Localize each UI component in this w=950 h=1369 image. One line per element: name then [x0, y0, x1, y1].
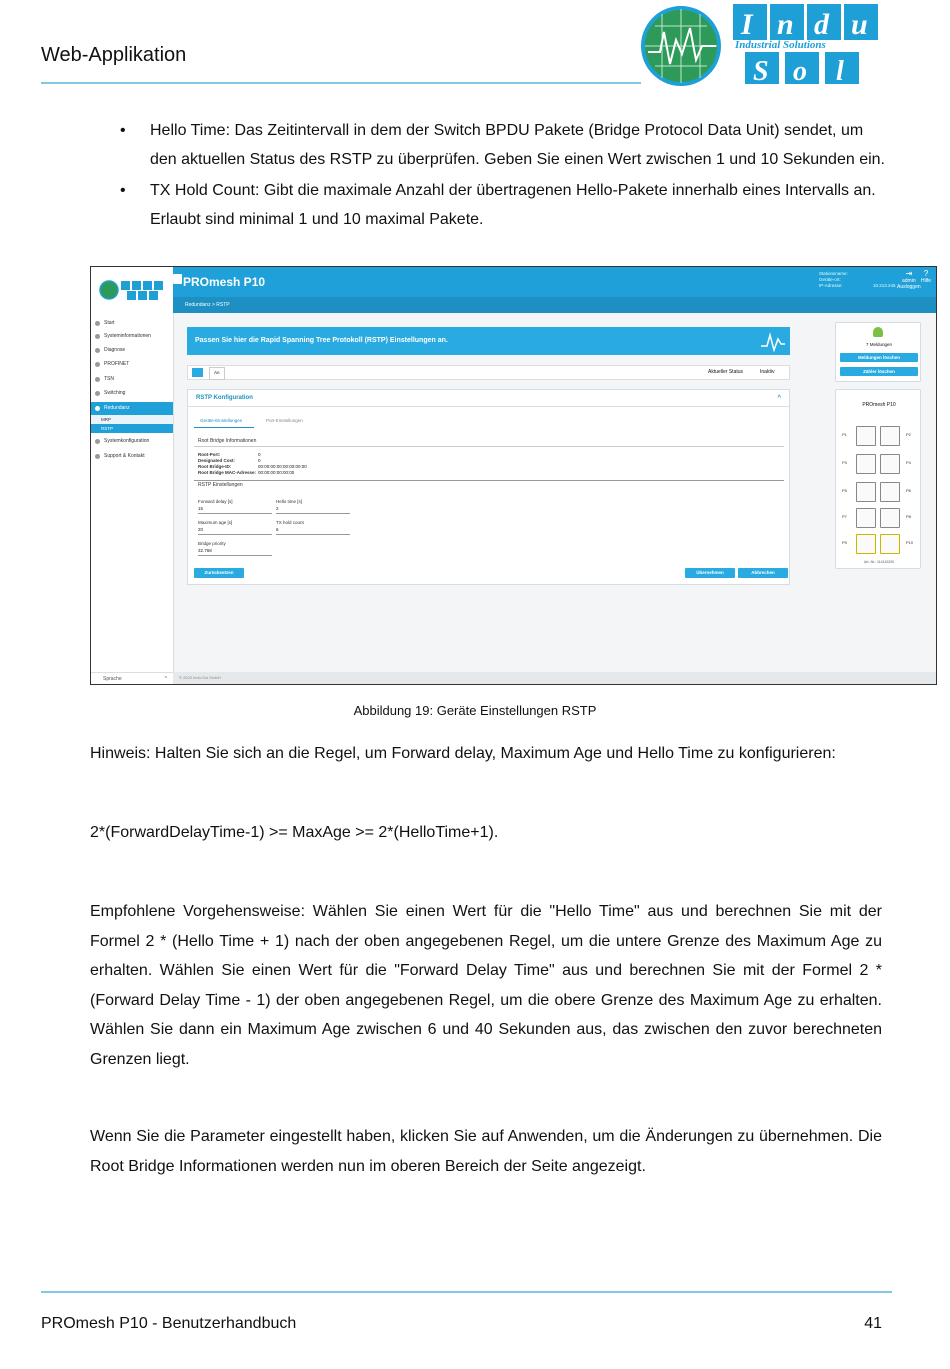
max-age-field[interactable]: 20: [198, 527, 204, 532]
messages-count: 7 Meldungen: [865, 342, 893, 347]
tab-geraete-einstellungen[interactable]: Geräte-Einstellungen: [200, 418, 243, 423]
app-title: PROmesh P10: [183, 275, 266, 289]
info-icon: [95, 334, 100, 339]
paragraph-formula: 2*(ForwardDelayTime-1) >= MaxAge >= 2*(HelloTime+1).: [90, 824, 499, 841]
svg-text:o: o: [793, 56, 807, 86]
home-icon: [95, 321, 100, 326]
sidebar-sub-mrp[interactable]: MRP: [91, 415, 173, 424]
page-header-title: Web-Applikation: [41, 44, 187, 66]
bullet-tx-hold-count: • TX Hold Count: Gibt die maximale Anzahl der übertragenen Hello-Pakete innerhalb eines Intervalls an. Erlaubt sind minimal 1 und 10 maximal Pakete.: [120, 182, 876, 228]
station-info: Stationsname: Geräte-ort: IP-Adresse:: [819, 271, 848, 288]
logout-icon: ⇥: [905, 269, 913, 278]
port-p9[interactable]: [856, 534, 876, 554]
info-banner: Passen Sie hier die Rapid Spanning Tree Protokoll (RSTP) Einstellungen an.: [187, 327, 790, 355]
header-divider: [41, 82, 641, 84]
paragraph-apply: Wenn Sie die Parameter eingestellt haben, klicken Sie auf Anwenden, um die Änderungen zu übernehmen. Die Root Bridge Informationen werden nun im oberen Bereich der Seite angezeigt.: [90, 1128, 882, 1175]
app-footer: © 2020 Indu-Sol GmbH: [173, 672, 936, 684]
bullet-list: [120, 116, 890, 236]
messages-panel: [835, 322, 921, 382]
chevron-up-icon: ^: [777, 395, 781, 401]
article-number: Art.-Nr.: 114110200: [863, 560, 895, 564]
rstp-config-card: RSTP Konfiguration ^ Geräte-Einstellungen Port-Einstellungen Root Bridge Informationen Root-Port: 0 Designated Cost: 0 Root Bridge-ID: 00:00:00:00:00:00:00:00 Root Bridge MAC-Adresse: 00:00:00:00:00:00 RSTP Einstellungen Forward delay [s] 15 Hello time [s] 2 Maximum age [s] 20 TX hold count 6 Bridge priority 32.768 Zurücksetzen Übernehmen Abbrechen: [187, 389, 790, 585]
page-number: 41: [864, 1315, 882, 1332]
device-icon: [173, 274, 182, 284]
svg-text:d: d: [814, 8, 829, 41]
svg-text:Industrial Solutions: Industrial Solutions: [735, 39, 826, 51]
breadcrumb[interactable]: Redundanz > RSTP: [173, 297, 936, 313]
logout-button[interactable]: ⇥ admin Ausloggen: [897, 269, 921, 290]
svg-text:l: l: [836, 56, 844, 86]
reset-button[interactable]: Zurücksetzen: [194, 568, 244, 578]
footer-manual-title: PROmesh P10 - Benutzerhandbuch: [41, 1315, 297, 1332]
rstp-toggle[interactable]: [192, 368, 203, 377]
figure-caption: Abbildung 19: Geräte Einstellungen RSTP: [353, 703, 597, 718]
sidebar-item-tsn[interactable]: TSN: [91, 373, 173, 386]
cancel-button[interactable]: Abbrechen: [738, 568, 788, 578]
bullet-text: Hello Time: Das Zeitintervall in dem der Switch BPDU Pakete (Bridge Protocol Data Unit) sendet, um den aktuellen Status des RSTP zu überprüfen. Geben Sie einen Wert zwischen 1 und 10 Sekunden ein.: [150, 122, 885, 168]
svg-text:S: S: [753, 56, 769, 86]
eye-icon: [95, 406, 100, 411]
status-value: Inaktiv: [760, 369, 775, 375]
paragraph-recommendation: Empfohlene Vorgehensweise: Wählen Sie einen Wert für die "Hello Time" aus und berechnen Sie mit der Formel 2 * (Hello Time + 1) nach der oben angegebenen Regel, um die untere Grenze des Maximum Age zu erhalten. Wählen Sie einen Wert für die "Forward Delay Time" aus und berechnen Sie mit der Formel 2 * (Forward Delay Time - 1) der oben angegebenen Regel, um die obere Grenze des Maximum Age zu erhalten. Wählen Sie dann ein Maximum Age zwischen 6 und 40 Sekunden aus, das zwischen den zuvor berechneten Grenzen liegt.: [90, 903, 882, 1068]
hello-time-field[interactable]: 2: [276, 506, 279, 511]
sidebar-item-systemkonfiguration[interactable]: Systemkonfiguration: [91, 435, 173, 448]
bullet-text: TX Hold Count: Gibt die maximale Anzahl der übertragenen Hello-Pakete innerhalb eines Intervalls an. Erlaubt sind minimal 1 und 10 maximal Pakete.: [150, 182, 876, 228]
port-p8[interactable]: [880, 508, 900, 528]
tab-port-einstellungen[interactable]: Port-Einstellungen: [266, 418, 303, 423]
switch-icon: [95, 391, 100, 396]
port-p3[interactable]: [856, 454, 876, 474]
sidebar-sub-rstp[interactable]: RSTP: [91, 424, 173, 433]
ip-address: 10.213.245: [873, 283, 896, 288]
indu-sol-logo: [640, 2, 900, 86]
sidebar-item-systeminfo[interactable]: Systeminformationen: [91, 330, 173, 343]
clear-counters-button[interactable]: Zähler löschen: [840, 367, 918, 376]
rstp-settings-title: RSTP Einstellungen: [198, 482, 243, 488]
app-topbar: [173, 267, 936, 297]
port-p6[interactable]: [880, 482, 900, 502]
paragraph-hint: Hinweis: Halten Sie sich an die Regel, um Forward delay, Maximum Age und Hello Time zu konfigurieren:: [90, 745, 836, 762]
port-p4[interactable]: [880, 454, 900, 474]
gear-icon: [95, 439, 100, 444]
help-button[interactable]: ? Hilfe: [921, 269, 932, 284]
device-panel: PROmesh P10 P1 P2 P3 P4 P5 P6 P7 P8 P9 P10 Art.-Nr.: 114110200: [835, 389, 921, 569]
chevron-up-icon: ^: [164, 676, 167, 682]
sidebar-item-diagnose[interactable]: Diagnose: [91, 344, 173, 357]
sidebar-item-support[interactable]: Support & Kontakt: [91, 450, 173, 463]
bullet-hello-time: • Hello Time: Das Zeitintervall in dem der Switch BPDU Pakete (Bridge Protocol Data Unit) sendet, um den aktuellen Status des RSTP zu überprüfen. Geben Sie einen Wert zwischen 1 und 10 Sekunden ein.: [120, 122, 885, 168]
svg-text:I: I: [741, 8, 753, 41]
apply-button[interactable]: Übernehmen: [685, 568, 735, 578]
root-bridge-title: Root Bridge Informationen: [198, 438, 257, 444]
language-selector[interactable]: Sprache ^: [91, 672, 173, 684]
svg-text:u: u: [851, 8, 868, 41]
toggle-label: An: [209, 367, 225, 380]
sidebar-item-start[interactable]: Start: [91, 317, 173, 330]
bell-icon: [873, 327, 883, 337]
clear-messages-button[interactable]: Meldungen löschen: [840, 353, 918, 362]
port-p5[interactable]: [856, 482, 876, 502]
network-icon: [95, 362, 100, 367]
diagnose-icon: [95, 348, 100, 353]
app-sidebar: [91, 267, 174, 684]
port-p7[interactable]: [856, 508, 876, 528]
rstp-toggle-bar: [187, 365, 790, 380]
footer-divider: [41, 1291, 892, 1293]
banner-wave-icon: [760, 330, 786, 352]
tx-hold-count-field[interactable]: 6: [276, 527, 279, 532]
port-p2[interactable]: [880, 426, 900, 446]
bridge-priority-field[interactable]: 32.768: [198, 548, 212, 553]
port-p10[interactable]: [880, 534, 900, 554]
sidebar-item-redundanz[interactable]: Redundanz: [91, 402, 173, 415]
sidebar-logo: [99, 279, 165, 301]
sidebar-item-profinet[interactable]: PROFINET: [91, 358, 173, 371]
port-p1[interactable]: [856, 426, 876, 446]
clock-icon: [95, 377, 100, 382]
forward-delay-field[interactable]: 15: [198, 506, 204, 511]
support-icon: [95, 454, 100, 459]
status-label: Aktueller Status: [708, 369, 744, 375]
card-title[interactable]: RSTP Konfiguration ^: [188, 390, 789, 407]
sidebar-item-switching[interactable]: Switching: [91, 387, 173, 400]
rstp-screenshot: [90, 266, 937, 685]
device-name: PROmesh P10: [862, 402, 896, 408]
svg-text:n: n: [777, 8, 794, 41]
help-icon: ?: [923, 269, 929, 278]
